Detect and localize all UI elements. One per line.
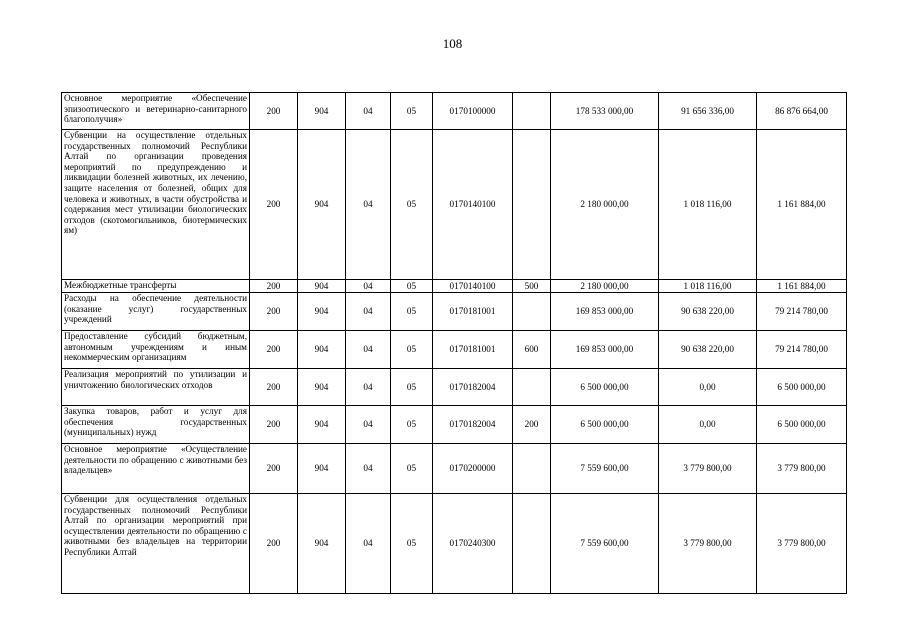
budget-table xyxy=(61,92,847,594)
row-name: Расходы на обеспечение деятельности (оказание услуг) государственных учреждений xyxy=(62,293,250,331)
cell-code: 05 xyxy=(391,293,433,331)
cell-amount: 90 638 220,00 xyxy=(659,293,757,331)
cell-code: 200 xyxy=(250,130,298,280)
cell-code: 200 xyxy=(250,369,298,406)
cell-amount: 1 018 116,00 xyxy=(659,130,757,280)
cell-target-code: 0170140100 xyxy=(433,130,513,280)
cell-code: 904 xyxy=(298,444,346,494)
cell-target-code: 0170140100 xyxy=(433,280,513,293)
cell-target-code: 0170240300 xyxy=(433,494,513,594)
row-name: Основное мероприятие «Обеспечение эпизоотического и ветеринарно-санитарного благополучия» xyxy=(62,93,250,130)
cell-expense-type xyxy=(513,293,551,331)
table-row xyxy=(62,369,847,406)
row-name: Закупка товаров, работ и услуг для обеспечения государственных (муниципальных) нужд xyxy=(62,406,250,444)
cell-amount: 169 853 000,00 xyxy=(551,293,659,331)
cell-expense-type xyxy=(513,93,551,130)
cell-code: 04 xyxy=(346,93,391,130)
cell-code: 904 xyxy=(298,406,346,444)
cell-code: 200 xyxy=(250,406,298,444)
row-name: Субвенции для осуществления отдельных государственных полномочий Республики Алтай по организации мероприятий при осуществлении деятельности по обращению с животными без владельцев на территории Республики Алтай xyxy=(62,494,250,594)
cell-amount: 6 500 000,00 xyxy=(757,369,847,406)
cell-expense-type xyxy=(513,444,551,494)
cell-code: 04 xyxy=(346,444,391,494)
cell-amount: 2 180 000,00 xyxy=(551,130,659,280)
cell-amount: 90 638 220,00 xyxy=(659,331,757,369)
cell-amount: 79 214 780,00 xyxy=(757,293,847,331)
cell-code: 04 xyxy=(346,406,391,444)
cell-expense-type xyxy=(513,369,551,406)
cell-expense-type: 600 xyxy=(513,331,551,369)
cell-code: 200 xyxy=(250,494,298,594)
cell-code: 200 xyxy=(250,280,298,293)
cell-amount: 169 853 000,00 xyxy=(551,331,659,369)
cell-amount: 178 533 000,00 xyxy=(551,93,659,130)
cell-code: 05 xyxy=(391,331,433,369)
cell-amount: 2 180 000,00 xyxy=(551,280,659,293)
cell-code: 04 xyxy=(346,494,391,594)
cell-amount: 7 559 600,00 xyxy=(551,494,659,594)
cell-code: 200 xyxy=(250,293,298,331)
cell-code: 05 xyxy=(391,280,433,293)
cell-target-code: 0170182004 xyxy=(433,406,513,444)
row-name: Межбюджетные трансферты xyxy=(62,280,250,293)
table-row xyxy=(62,331,847,369)
cell-code: 05 xyxy=(391,494,433,594)
table-row xyxy=(62,494,847,594)
cell-code: 04 xyxy=(346,293,391,331)
cell-amount: 6 500 000,00 xyxy=(551,406,659,444)
cell-amount: 3 779 800,00 xyxy=(757,444,847,494)
cell-amount: 1 161 884,00 xyxy=(757,130,847,280)
cell-code: 04 xyxy=(346,130,391,280)
row-name: Субвенции на осуществление отдельных государственных полномочий Республики Алтай по организации проведения мероприятий по предупреждению и ликвидации болезней животных, их лечению, защите населения от болезней, общих для человека и животных, в части обустройства и содержания мест утилизации биологических отходов (скотомогильников, биотермических ям) xyxy=(62,130,250,280)
cell-code: 200 xyxy=(250,93,298,130)
cell-target-code: 0170100000 xyxy=(433,93,513,130)
cell-target-code: 0170181001 xyxy=(433,331,513,369)
cell-amount: 91 656 336,00 xyxy=(659,93,757,130)
cell-amount: 0,00 xyxy=(659,369,757,406)
cell-code: 904 xyxy=(298,293,346,331)
cell-target-code: 0170200000 xyxy=(433,444,513,494)
cell-code: 200 xyxy=(250,331,298,369)
cell-code: 05 xyxy=(391,93,433,130)
page-number: 108 xyxy=(442,36,463,51)
cell-amount: 6 500 000,00 xyxy=(757,406,847,444)
cell-expense-type xyxy=(513,130,551,280)
cell-amount: 0,00 xyxy=(659,406,757,444)
cell-expense-type: 500 xyxy=(513,280,551,293)
cell-target-code: 0170182004 xyxy=(433,369,513,406)
cell-code: 904 xyxy=(298,494,346,594)
table-row xyxy=(62,406,847,444)
cell-code: 200 xyxy=(250,444,298,494)
cell-code: 05 xyxy=(391,130,433,280)
cell-expense-type: 200 xyxy=(513,406,551,444)
table-row xyxy=(62,130,847,280)
table-row xyxy=(62,444,847,494)
cell-code: 04 xyxy=(346,369,391,406)
cell-code: 904 xyxy=(298,93,346,130)
cell-code: 904 xyxy=(298,280,346,293)
cell-amount: 79 214 780,00 xyxy=(757,331,847,369)
cell-code: 904 xyxy=(298,369,346,406)
row-name: Реализация мероприятий по утилизации и уничтожению биологических отходов xyxy=(62,369,250,406)
cell-amount: 6 500 000,00 xyxy=(551,369,659,406)
cell-amount: 86 876 664,00 xyxy=(757,93,847,130)
cell-code: 05 xyxy=(391,406,433,444)
cell-code: 05 xyxy=(391,369,433,406)
cell-expense-type xyxy=(513,494,551,594)
cell-amount: 3 779 800,00 xyxy=(659,444,757,494)
cell-code: 904 xyxy=(298,130,346,280)
cell-code: 05 xyxy=(391,444,433,494)
cell-code: 904 xyxy=(298,331,346,369)
cell-amount: 7 559 600,00 xyxy=(551,444,659,494)
table-row xyxy=(62,93,847,130)
cell-amount: 3 779 800,00 xyxy=(757,494,847,594)
table-row xyxy=(62,293,847,331)
cell-amount: 3 779 800,00 xyxy=(659,494,757,594)
table-row xyxy=(62,280,847,293)
cell-amount: 1 161 884,00 xyxy=(757,280,847,293)
cell-code: 04 xyxy=(346,280,391,293)
cell-amount: 1 018 116,00 xyxy=(659,280,757,293)
row-name: Основное мероприятие «Осуществление деятельности по обращению с животными без владельцев» xyxy=(62,444,250,494)
row-name: Предоставление субсидий бюджетным, автономным учреждениям и иным некоммерческим организациям xyxy=(62,331,250,369)
cell-target-code: 0170181001 xyxy=(433,293,513,331)
cell-code: 04 xyxy=(346,331,391,369)
